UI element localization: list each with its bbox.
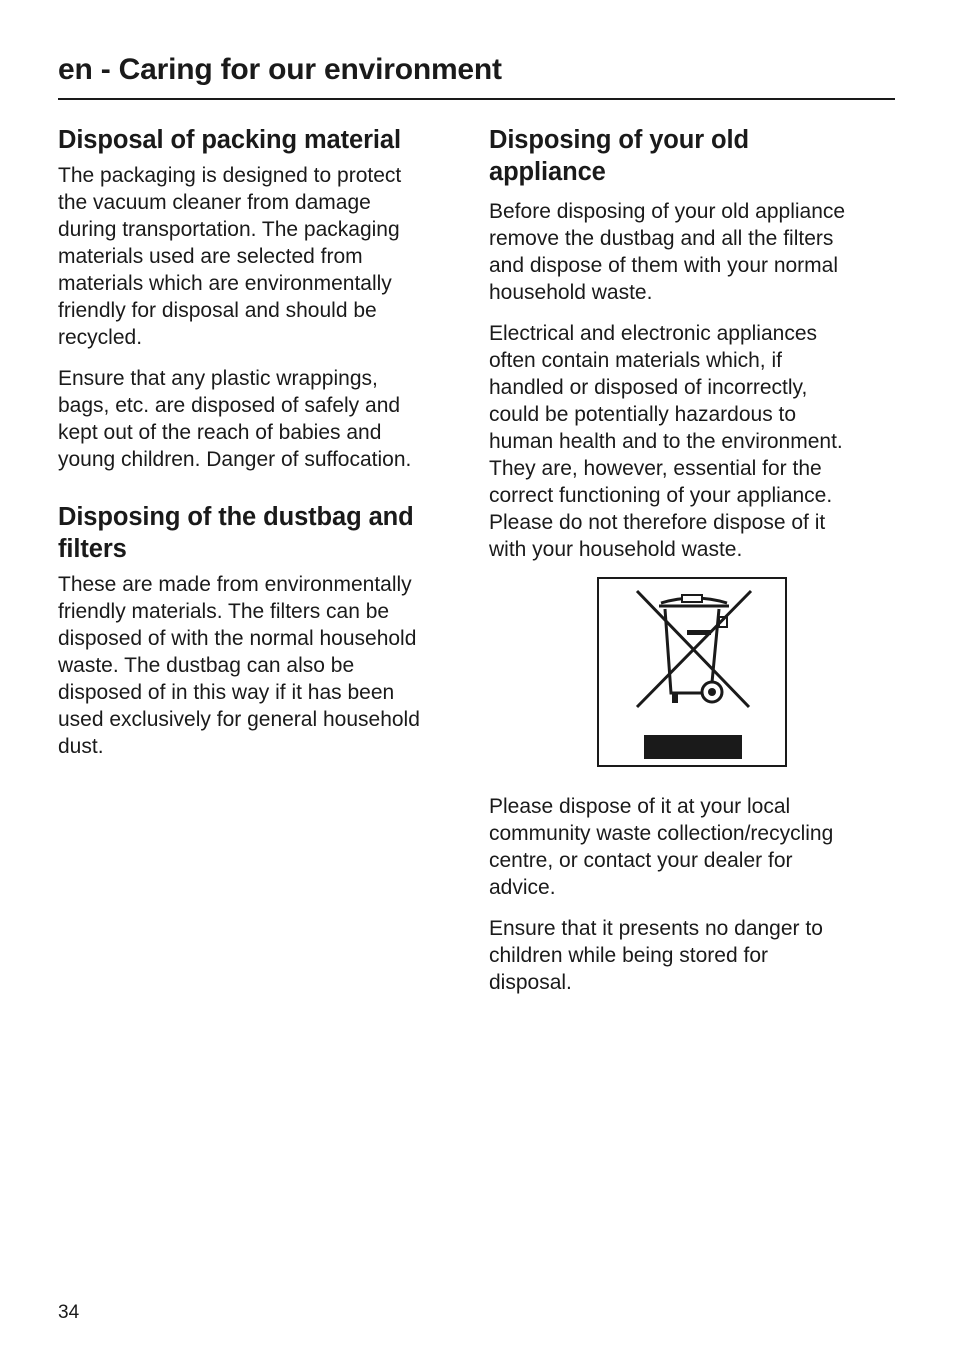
heading-dustbag-filters: Disposing of the dustbag and filters [58,503,414,563]
paragraph-old-appliance-2: Electrical and electronic appliances often contain materials which, if handled or disposed of incorrectly, could be potentially hazardous to human health and to the environment. They are, however, essential for the correct functioning of your appliance. Please do not therefore dispose of it with your household waste. [489,322,843,561]
section-dustbag-filters [58,501,468,760]
paragraph-dustbag-1: These are made from environmentally friendly materials. The filters can be disposed of with the normal household waste. The dustbag can also be disposed of in this way if it has been used exclusively for general household dust. [58,573,420,758]
section-packing-material [58,124,468,473]
section-old-appliance [489,124,899,996]
left-column [58,124,468,788]
heading-packing-material: Disposal of packing material [58,126,401,154]
title-divider [58,98,895,100]
paragraph-old-appliance-1: Before disposing of your old appliance remove the dustbag and all the filters and dispose of them with your normal household waste. [489,200,846,304]
paragraph-old-appliance-4: Ensure that it presents no danger to children while being stored for disposal. [489,917,823,994]
page-number: 34 [58,1302,80,1323]
paragraph-packing-2: Ensure that any plastic wrappings, bags, etc. are disposed of safely and kept out of the reach of babies and young children. Danger of suffocation. [58,367,412,471]
page-title: en - Caring for our environment [58,53,502,86]
paragraph-packing-1: The packaging is designed to protect the vacuum cleaner from damage during transportation. The packaging materials used are selected from materials which are environmentally friendly for disposal and should be recycled. [58,164,402,349]
paragraph-old-appliance-3: Please dispose of it at your local community waste collection/recycling centre, or contact your dealer for advice. [489,795,834,899]
crossed-out-wheelie-bin-icon [599,579,785,765]
heading-old-appliance: Disposing of your old appliance [489,126,749,186]
right-column [489,124,899,1024]
weee-symbol-frame [597,577,787,767]
